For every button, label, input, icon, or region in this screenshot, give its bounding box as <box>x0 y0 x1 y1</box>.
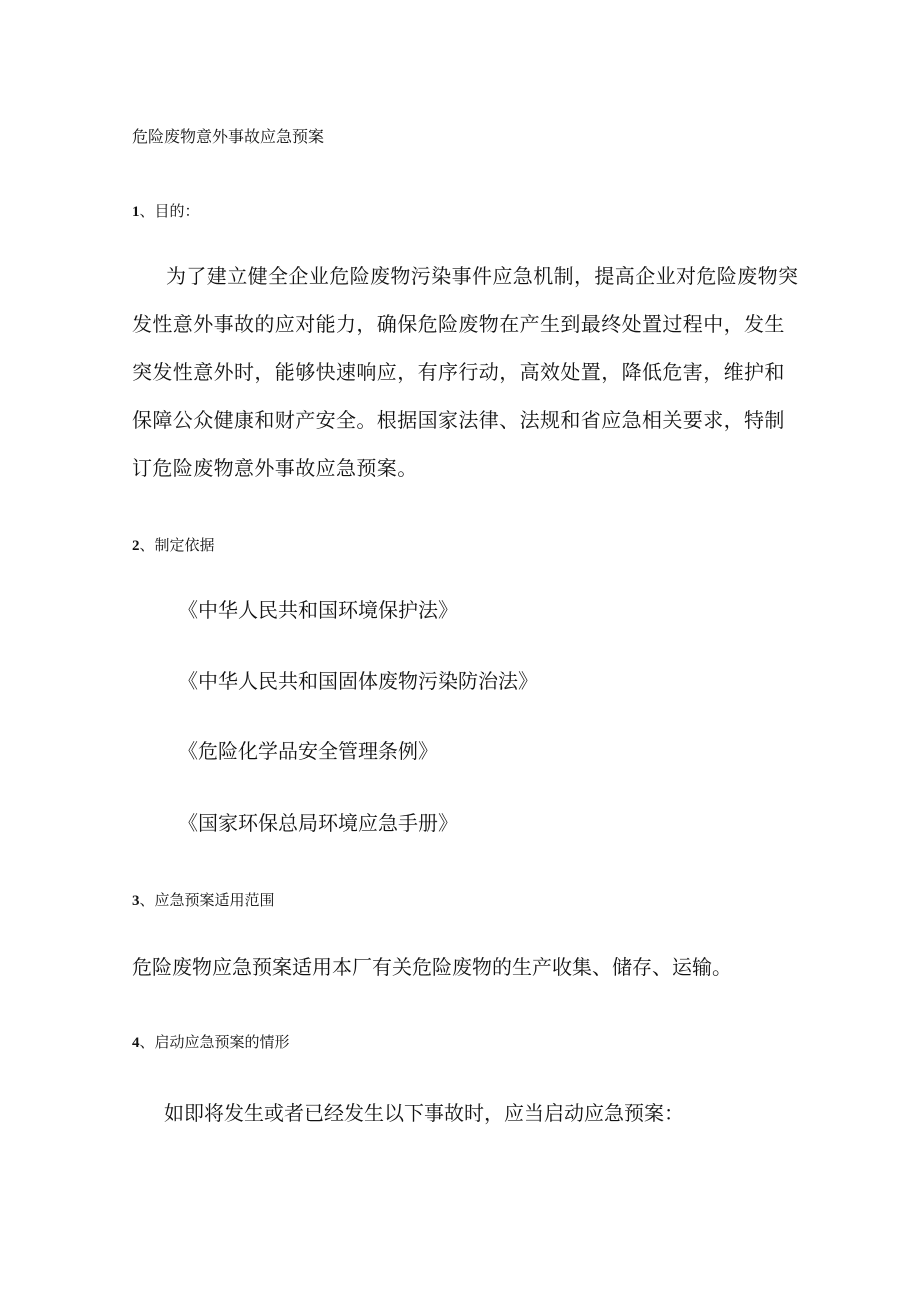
law-reference: 《危险化学品安全管理条例》 <box>178 739 438 763</box>
law-reference: 《中华人民共和国固体废物污染防治法》 <box>178 669 538 693</box>
document-title: 危险废物意外事故应急预案 <box>132 127 325 146</box>
paragraph-line: 发性意外事故的应对能力，确保危险废物在产生到最终处置过程中，发生 <box>132 312 785 336</box>
paragraph-line: 为了建立健全企业危险废物污染事件应急机制，提高企业对危险废物突 <box>166 264 799 288</box>
section-number: 1 <box>132 204 140 220</box>
section-heading-text: 、应急预案适用范围 <box>139 891 275 909</box>
law-reference: 《国家环保总局环境应急手册》 <box>178 811 458 835</box>
purpose-paragraph <box>132 252 799 492</box>
trigger-paragraph: 如即将发生或者已经发生以下事故时，应当启动应急预案： <box>164 1101 684 1125</box>
section-heading-basis <box>132 535 215 556</box>
scope-paragraph: 危险废物应急预案适用本厂有关危险废物的生产收集、储存、运输。 <box>132 955 732 979</box>
section-heading-text: 、目的： <box>139 202 200 220</box>
section-number: 4 <box>132 1035 140 1051</box>
section-heading-scope <box>132 890 275 911</box>
paragraph-line: 突发性意外时，能够快速响应，有序行动，高效处置，降低危害，维护和 <box>132 360 785 384</box>
law-reference: 《中华人民共和国环境保护法》 <box>178 598 458 622</box>
section-number: 2 <box>132 538 140 554</box>
section-number: 3 <box>132 893 140 909</box>
section-heading-text: 、启动应急预案的情形 <box>139 1033 290 1051</box>
section-heading-purpose <box>132 201 200 222</box>
paragraph-line: 保障公众健康和财产安全。根据国家法律、法规和省应急相关要求，特制 <box>132 408 785 432</box>
section-heading-trigger <box>132 1032 290 1053</box>
section-heading-text: 、制定依据 <box>139 536 215 554</box>
paragraph-line: 订危险废物意外事故应急预案。 <box>132 456 418 480</box>
